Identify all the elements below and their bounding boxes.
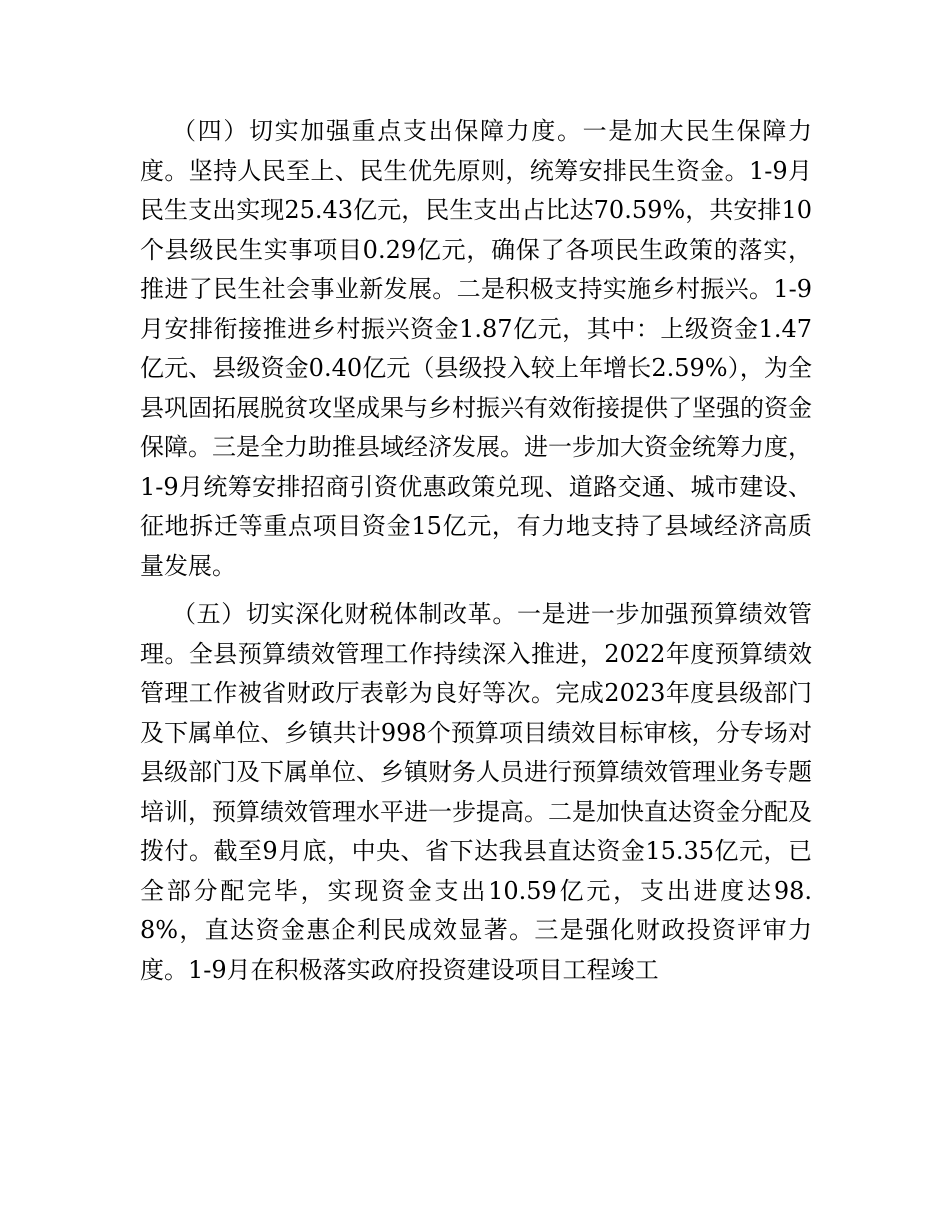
- paragraph-expenditure-guarantee: （四）切实加强重点支出保障力度。一是加大民生保障力度。坚持人民至上、民生优先原则，统筹安排民生资金。1-9月民生支出实现25.43亿元，民生支出占比达70.59%，共安排10个县级民生实事项目0.29亿元，确保了各项民生政策的落实，推进了民生社会事业新发展。二是积极支持实施乡村振兴。1-9月安排衔接推进乡村振兴资金1.87亿元，其中：上级资金1.47亿元、县级资金0.40亿元（县级投入较上年增长2.59%），为全县巩固拓展脱贫攻坚成果与乡村振兴有效衔接提供了坚强的资金保障。三是全力助推县域经济发展。进一步加大资金统筹力度，1-9月统筹安排招商引资优惠政策兑现、道路交通、城市建设、征地拆迁等重点项目资金15亿元，有力地支持了县域经济高质量发展。: [140, 117, 812, 580]
- document-body: [140, 112, 812, 990]
- paragraph-fiscal-reform: （五）切实深化财税体制改革。一是进一步加强预算绩效管理。全县预算绩效管理工作持续深入推进，2022年度预算绩效管理工作被省财政厅表彰为良好等次。完成2023年度县级部门及下属单位、乡镇共计998个预算项目绩效目标审核，分专场对县级部门及下属单位、乡镇财务人员进行预算绩效管理业务专题培训，预算绩效管理水平进一步提高。二是加快直达资金分配及拨付。截至9月底，中央、省下达我县直达资金15.35亿元，已全部分配完毕，实现资金支出10.59亿元，支出进度达98.8%，直达资金惠企利民成效显著。三是强化财政投资评审力度。1-9月在积极落实政府投资建设项目工程竣工: [140, 600, 812, 984]
